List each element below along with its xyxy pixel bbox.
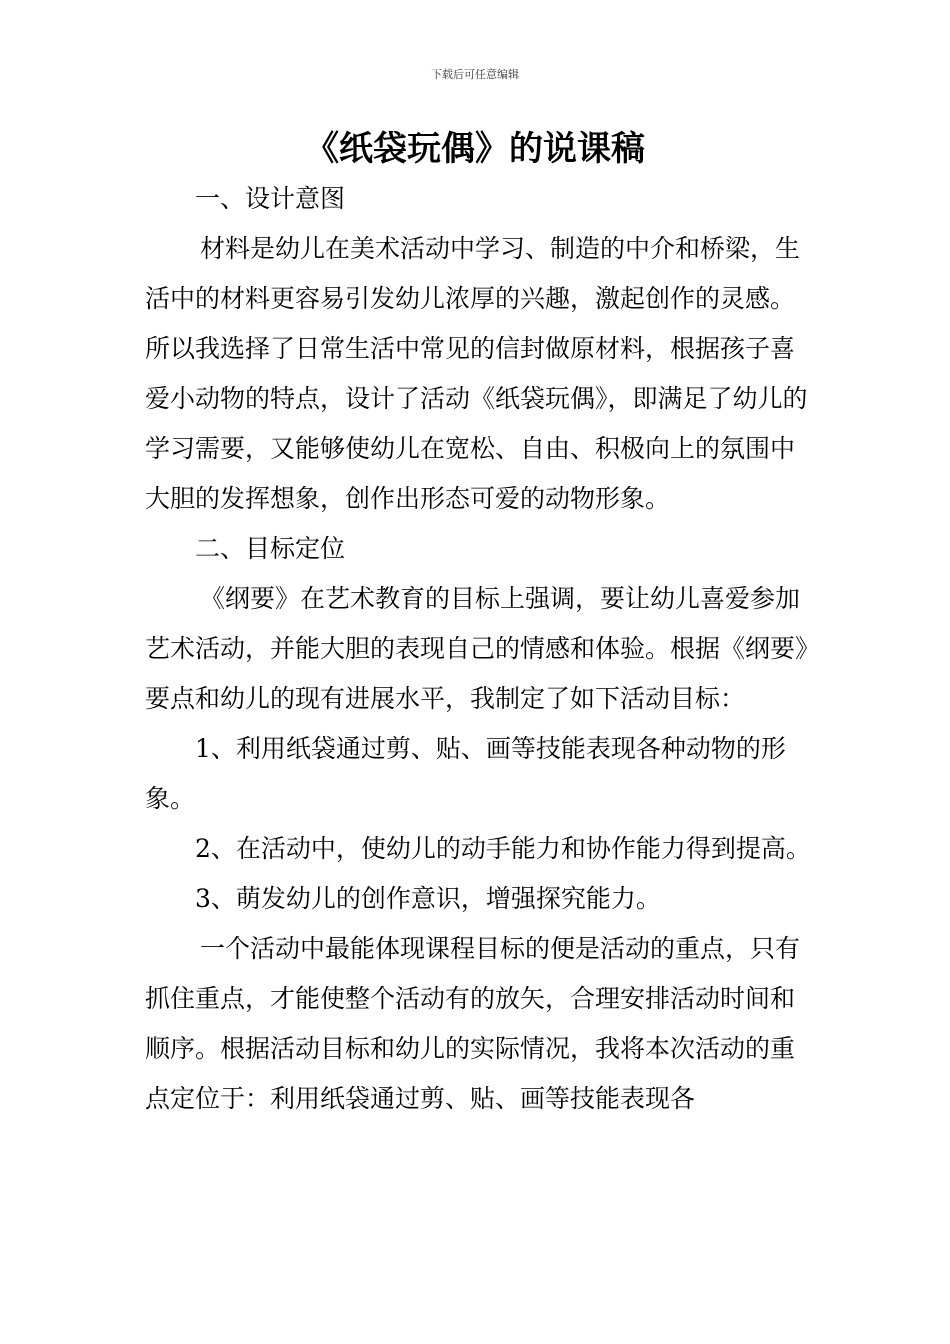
page-title: 《纸袋玩偶》的说课稿: [305, 129, 645, 169]
goal-item-2: 2、在活动中，使幼儿的动手能力和协作能力得到提高。: [195, 834, 811, 863]
section-heading-goals: 二、目标定位: [195, 534, 346, 563]
document-body: [145, 174, 815, 1124]
paragraph-key-point: 一个活动中最能体现课程目标的便是活动的重点，只有抓住重点，才能使整个活动有的放矢，合理安排活动时间和顺序。根据活动目标和幼儿的实际情况，我将本次活动的重点定位于：利用纸袋通过剪、贴、画等技能表现各: [145, 934, 801, 1113]
section-heading-design-intent: 一、设计意图: [195, 184, 346, 213]
goal-item-1: 1、利用纸袋通过剪、贴、画等技能表现各种动物的形象。: [145, 734, 786, 813]
paragraph-design-intent: 材料是幼儿在美术活动中学习、制造的中介和桥梁，生活中的材料更容易引发幼儿浓厚的兴趣，激起创作的灵感。所以我选择了日常生活中常见的信封做原材料，根据孩子喜爱小动物的特点，设计了活动《纸袋玩偶》，即满足了幼儿的学习需要，又能够使幼儿在宽松、自由、积极向上的氛围中大胆的发挥想象，创作出形态可爱的动物形象。: [145, 234, 808, 513]
paragraph-goals-intro: 《纲要》在艺术教育的目标上强调，要让幼儿喜爱参加艺术活动，并能大胆的表现自己的情感和体验。根据《纲要》要点和幼儿的现有进展水平，我制定了如下活动目标：: [145, 584, 808, 713]
header-note: 下载后可任意编辑: [431, 68, 519, 81]
goal-item-3: 3、萌发幼儿的创作意识，增强探究能力。: [195, 884, 661, 913]
